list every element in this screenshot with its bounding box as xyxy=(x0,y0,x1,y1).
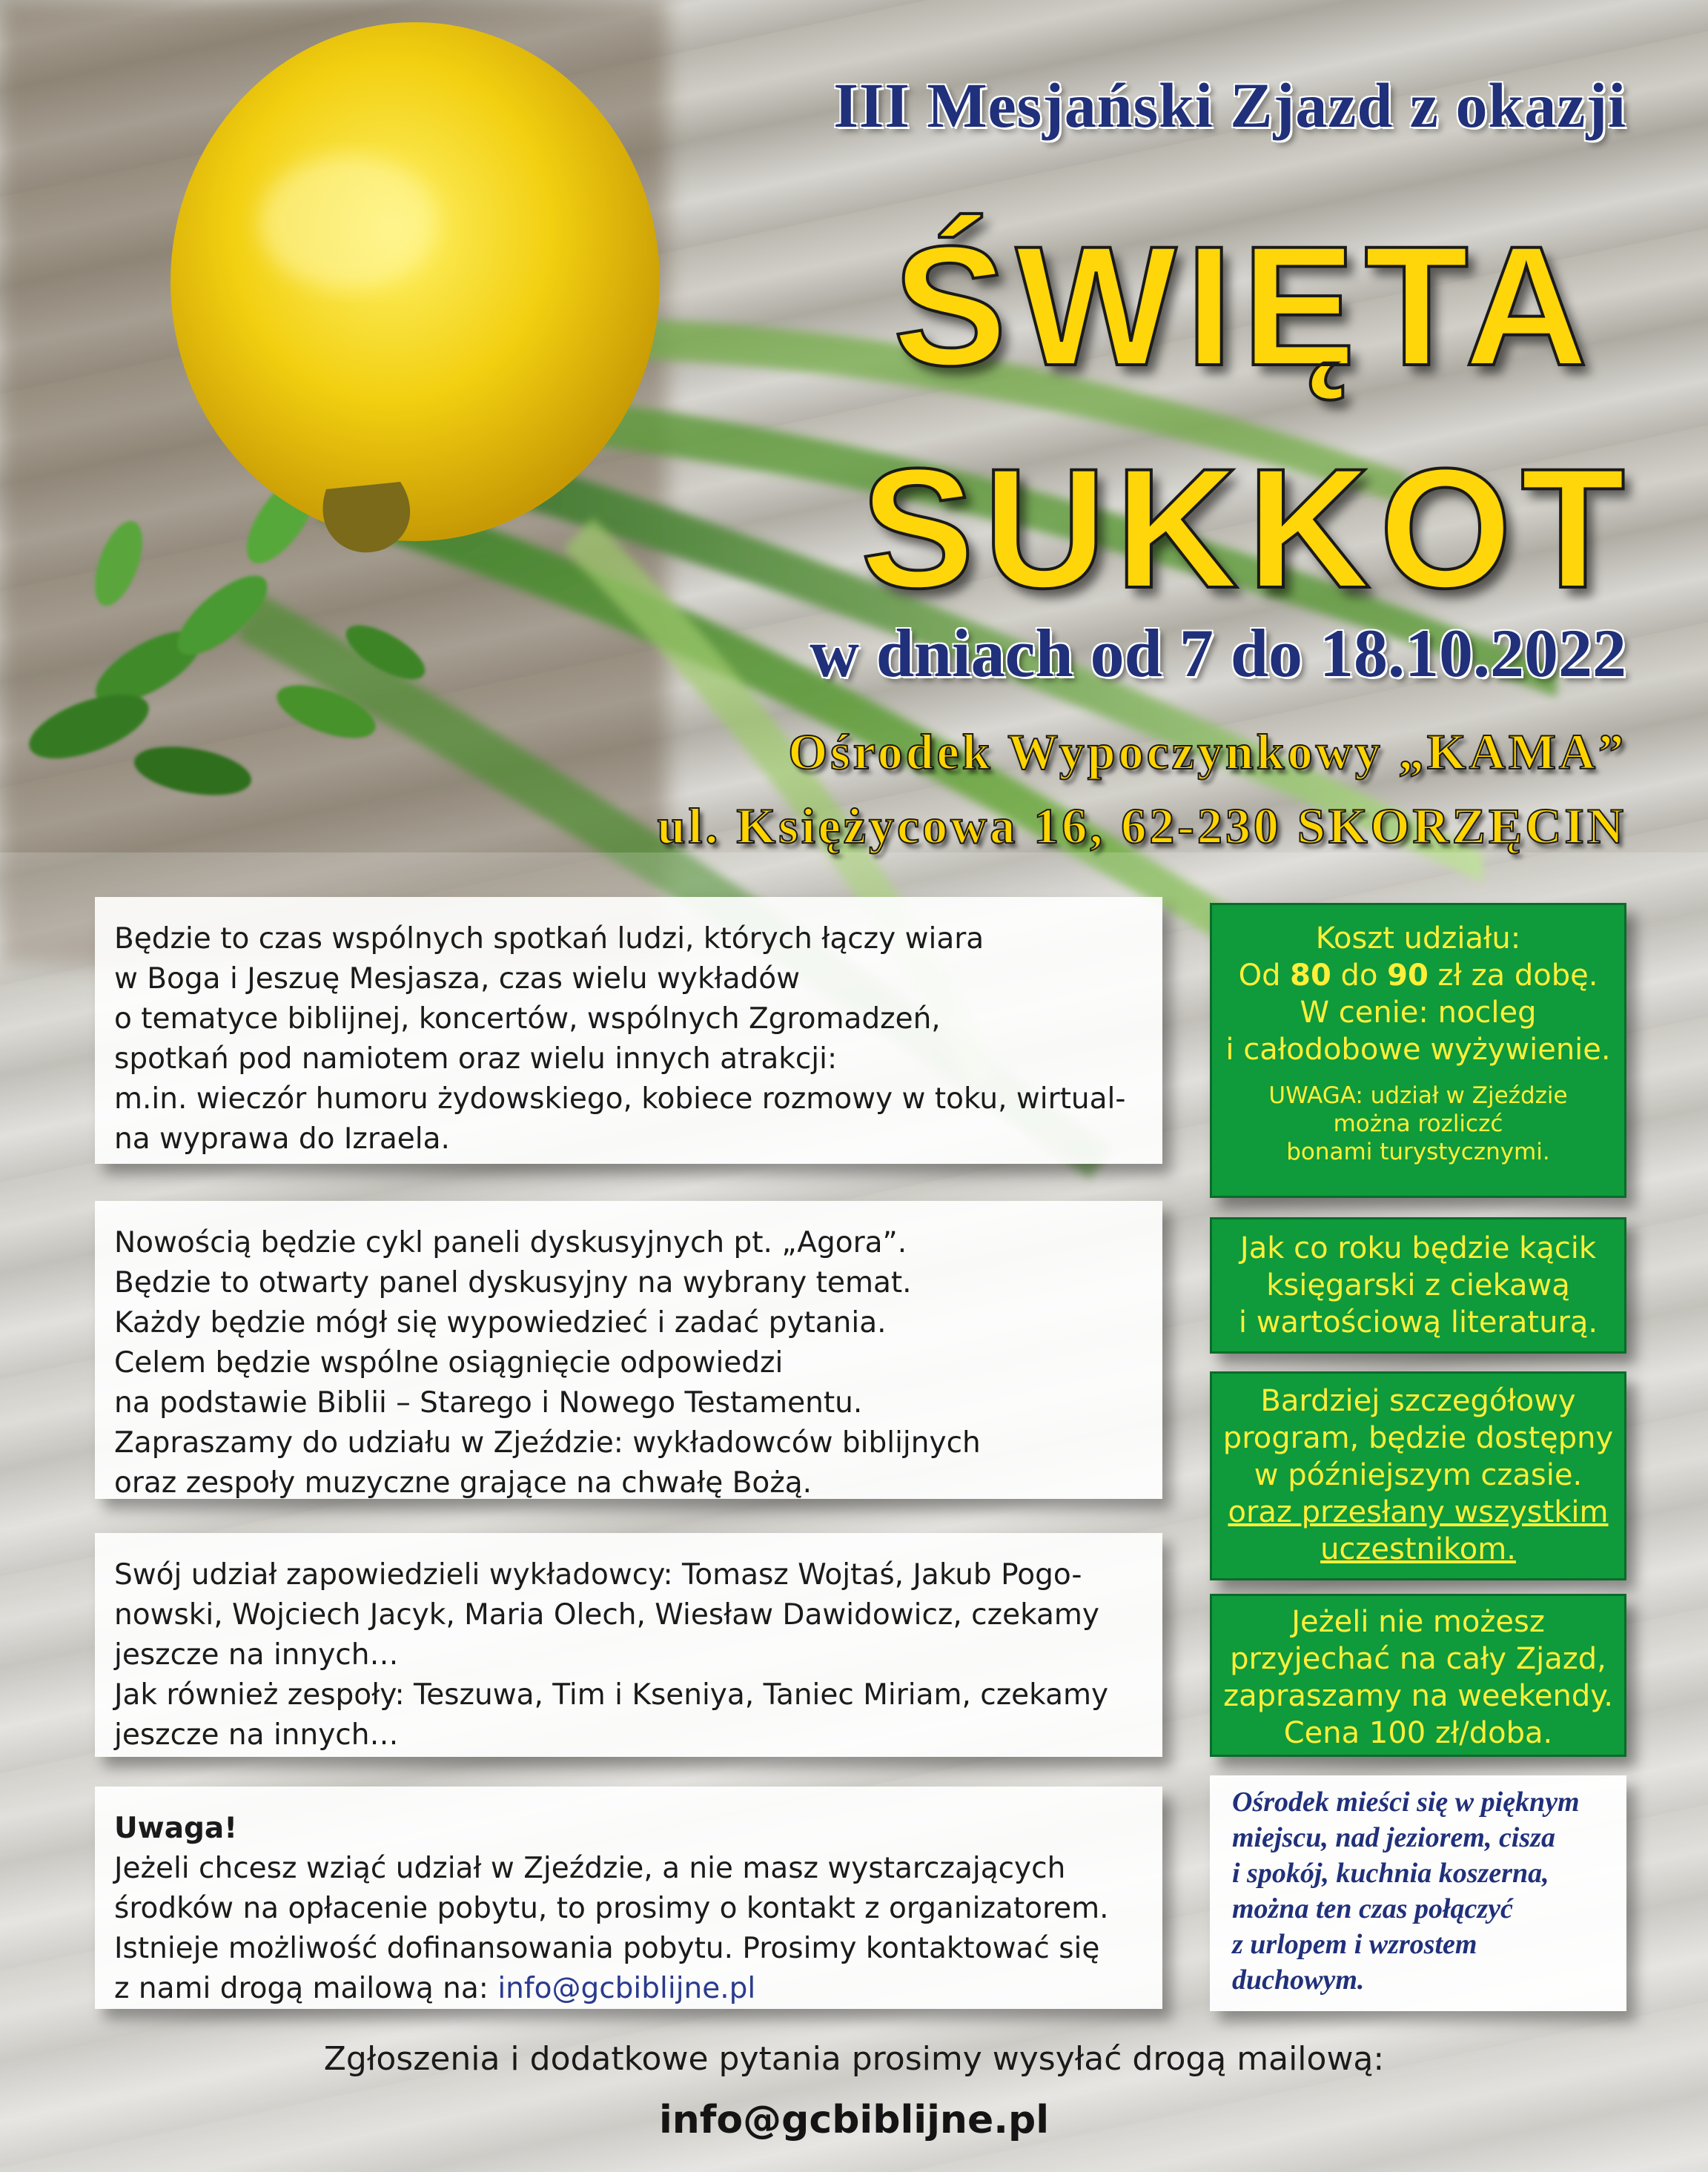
cost-heading: Koszt udziału: xyxy=(1315,921,1521,956)
bookstore-line: i wartościową literaturą. xyxy=(1238,1305,1598,1340)
program-line: program, będzie dostępny xyxy=(1222,1421,1614,1455)
venue-info-line: miejscu, nad jeziorem, cisza xyxy=(1232,1822,1555,1853)
program-line: Bardziej szczegółowy xyxy=(1260,1384,1576,1418)
cost-box xyxy=(1210,903,1626,1198)
bookstore-box xyxy=(1210,1217,1626,1354)
cost-note-3: bonami turystycznymi. xyxy=(1286,1139,1550,1165)
cost-post: zł za dobę. xyxy=(1428,958,1598,993)
cost-min: 80 xyxy=(1290,958,1331,993)
program-line-underlined: uczestnikom. xyxy=(1320,1532,1516,1566)
cost-note xyxy=(1219,1082,1617,1166)
info-box-funding xyxy=(95,1787,1162,2009)
info-box-program-text: Będzie to czas wspólnych spotkań ludzi, których łączy wiara w Boga i Jeszuę Mesjasza, czas wielu wykładów o tematyce biblijnej, koncertów, wspólnych Zgromadzeń, spotkań pod namiotem oraz wielu innych atrakcji: m.in. wieczór humoru żydowskiego, kobiece rozmowy w toku, wirtual- na wyprawa do Izraela. xyxy=(114,922,1126,1156)
program-box xyxy=(1210,1371,1626,1580)
venue-info-line: można ten czas połączyć xyxy=(1232,1893,1513,1924)
funding-text xyxy=(114,1849,1143,2009)
info-box-speakers-text: Swój udział zapowiedzieli wykładowcy: Tomasz Wojtaś, Jakub Pogo- nowski, Wojciech Jacyk, Maria Olech, Wiesław Dawidowicz, czekamy jeszcze na innych… Jak również zespoły: Teszuwa, Tim i Kseniya, Taniec Miriam, czekamy jeszcze na innych… xyxy=(114,1558,1109,1752)
cost-includes-2: i całodobowe wyżywienie. xyxy=(1225,1033,1611,1067)
info-box-speakers xyxy=(95,1533,1162,1757)
cost-pre: Od xyxy=(1238,958,1291,993)
footer-email-link[interactable]: info@gcbiblijne.pl xyxy=(658,2098,1050,2142)
footer-registration-text: Zgłoszenia i dodatkowe pytania prosimy wysyłać drogą mailową: xyxy=(323,2040,1385,2078)
funding-email-link[interactable]: info@gcbiblijne.pl xyxy=(497,1972,756,2005)
bookstore-line: księgarski z ciekawą xyxy=(1266,1268,1570,1302)
info-box-agora-text: Nowością będzie cykl paneli dyskusyjnych pt. „Agora”. Będzie to otwarty panel dyskusyjny na wybrany temat. Każdy będzie mógł się wypowiedzieć i zadać pytania. Celem będzie wspólne osiągnięcie odpowiedzi na podstawie Biblii – Starego i Nowego Testamentu. Zapraszamy do udziału w Zjeździe: wykładowców biblijnych oraz zespoły muzyczne grające na chwałę Bożą. xyxy=(114,1226,981,1500)
cost-note-1: UWAGA: udział w Zjeździe xyxy=(1268,1082,1568,1109)
funding-title: Uwaga! xyxy=(114,1812,238,1845)
venue-info-line: z urlopem i wzrostem xyxy=(1232,1929,1477,1960)
weekend-box xyxy=(1210,1594,1626,1757)
venue-name: Ośrodek Wypoczynkowy „KAMA” xyxy=(788,724,1626,780)
info-box-program xyxy=(95,897,1162,1164)
venue-info-box xyxy=(1210,1775,1626,2011)
weekend-line: Jeżeli nie możesz xyxy=(1291,1605,1545,1639)
program-line-underlined: oraz przesłany wszystkim xyxy=(1228,1495,1609,1529)
weekend-line: przyjechać na cały Zjazd, xyxy=(1230,1642,1606,1676)
conference-title: III Mesjański Zjazd z okazji xyxy=(833,70,1626,141)
venue-info-line: duchowym. xyxy=(1232,1964,1365,1996)
cost-price-line xyxy=(1219,957,1617,994)
main-title-line2: SUKKOT xyxy=(860,433,1634,623)
cost-mid: do xyxy=(1331,958,1388,993)
main-title-line1: ŚWIĘTA xyxy=(893,211,1597,401)
funding-body: Jeżeli chcesz wziąć udział w Zjeździe, a nie masz wystarczających środków na opłacenie pobytu, to prosimy o kontakt z organizatorem. Istnieje możliwość dofinansowania pobytu. Prosimy kontaktować się z nami drogą mailową na: xyxy=(114,1852,1109,2005)
bookstore-line: Jak co roku będzie kącik xyxy=(1239,1231,1597,1265)
weekend-line: zapraszamy na weekendy. xyxy=(1223,1679,1613,1713)
cost-note-2: można rozliczć xyxy=(1333,1110,1503,1137)
venue-address: ul. Księżycowa 16, 62-230 SKORZĘCIN xyxy=(657,798,1626,854)
venue-info-line: i spokój, kuchnia koszerna, xyxy=(1232,1858,1549,1889)
venue-info-line: Ośrodek mieści się w pięknym xyxy=(1232,1787,1580,1818)
cost-includes-1: W cenie: nocleg xyxy=(1300,996,1537,1030)
info-box-agora xyxy=(95,1201,1162,1499)
program-line: w późniejszym czasie. xyxy=(1254,1458,1583,1492)
cost-max: 90 xyxy=(1387,958,1429,993)
weekend-price: Cena 100 zł/doba. xyxy=(1283,1716,1553,1750)
event-dates: w dniach od 7 do 18.10.2022 xyxy=(810,615,1626,691)
